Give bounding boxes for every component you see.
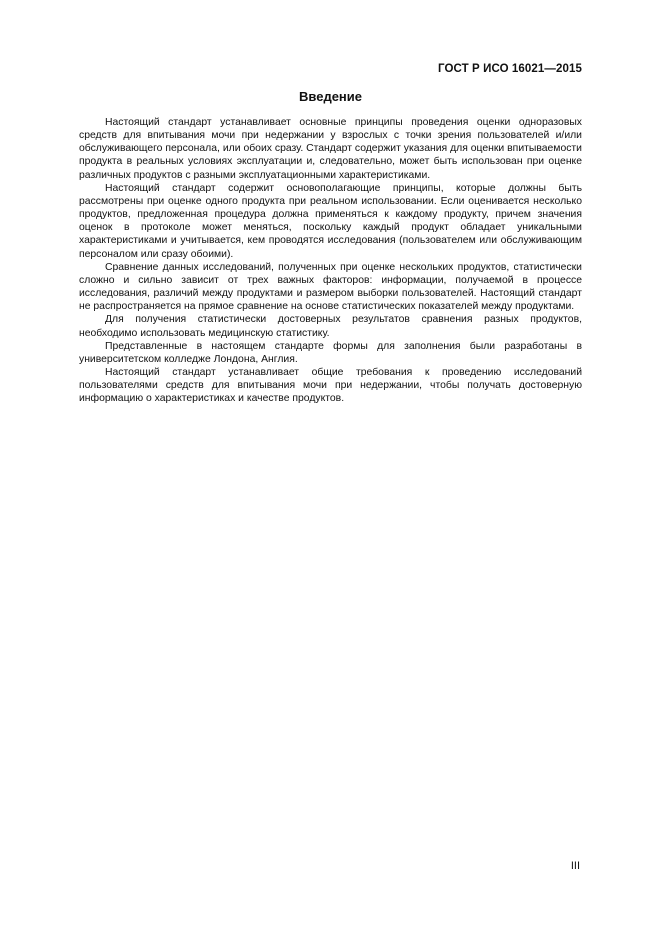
paragraph: Для получения статистически достоверных результатов сравнения разных продуктов, необходимо использовать медицинскую статистику. <box>79 314 582 339</box>
paragraph: Представленные в настоящем стандарте формы для заполнения были разработаны в университетском колледже Лондона, Англия. <box>79 340 582 365</box>
standard-code: ГОСТ Р ИСО 16021—2015 <box>437 63 582 75</box>
paragraph: Сравнение данных исследований, полученных при оценке нескольких продуктов, статистически сложно и сильно зависит от трех важных факторов: информации, получаемой в процессе исследования, различий между продуктами и размером выборки пользователей. Настоящий стандарт не распространяется на прямое сравнение на основе статистических показателей между продуктами. <box>79 261 582 313</box>
paragraph: Настоящий стандарт содержит основополагающие принципы, которые должны быть рассмотрены при оценке одного продукта при реальном использовании. Если оценивается несколько продуктов, предложенная процедура должна применяться к каждому продукту, причем значения оценок в протоколе может меняться, поскольку каждый продукт обладает уникальными характеристиками и учитывается, кем проводятся исследования (пользователем или обслуживающим персоналом или сразу обоими). <box>79 182 582 260</box>
page-number: III <box>570 860 580 872</box>
section-title: Введение <box>299 89 362 104</box>
paragraph: Настоящий стандарт устанавливает общие требования к проведению исследований пользователями средств для впитывания мочи при недержании, чтобы получать достоверную информацию о характеристиках и качестве продуктов. <box>79 366 582 405</box>
paragraph: Настоящий стандарт устанавливает основные принципы проведения оценки одноразовых средств для впитывания мочи при недержании у взрослых с точки зрения пользователей и/или обслуживающего персонала, или обоих сразу. Стандарт содержит указания для оценки впитываемости продукта в реальных условиях эксплуатации и, следовательно, может быть использован при оценке различных продуктов с разными эксплуатационными характеристиками. <box>79 117 582 181</box>
body-text <box>79 116 582 405</box>
